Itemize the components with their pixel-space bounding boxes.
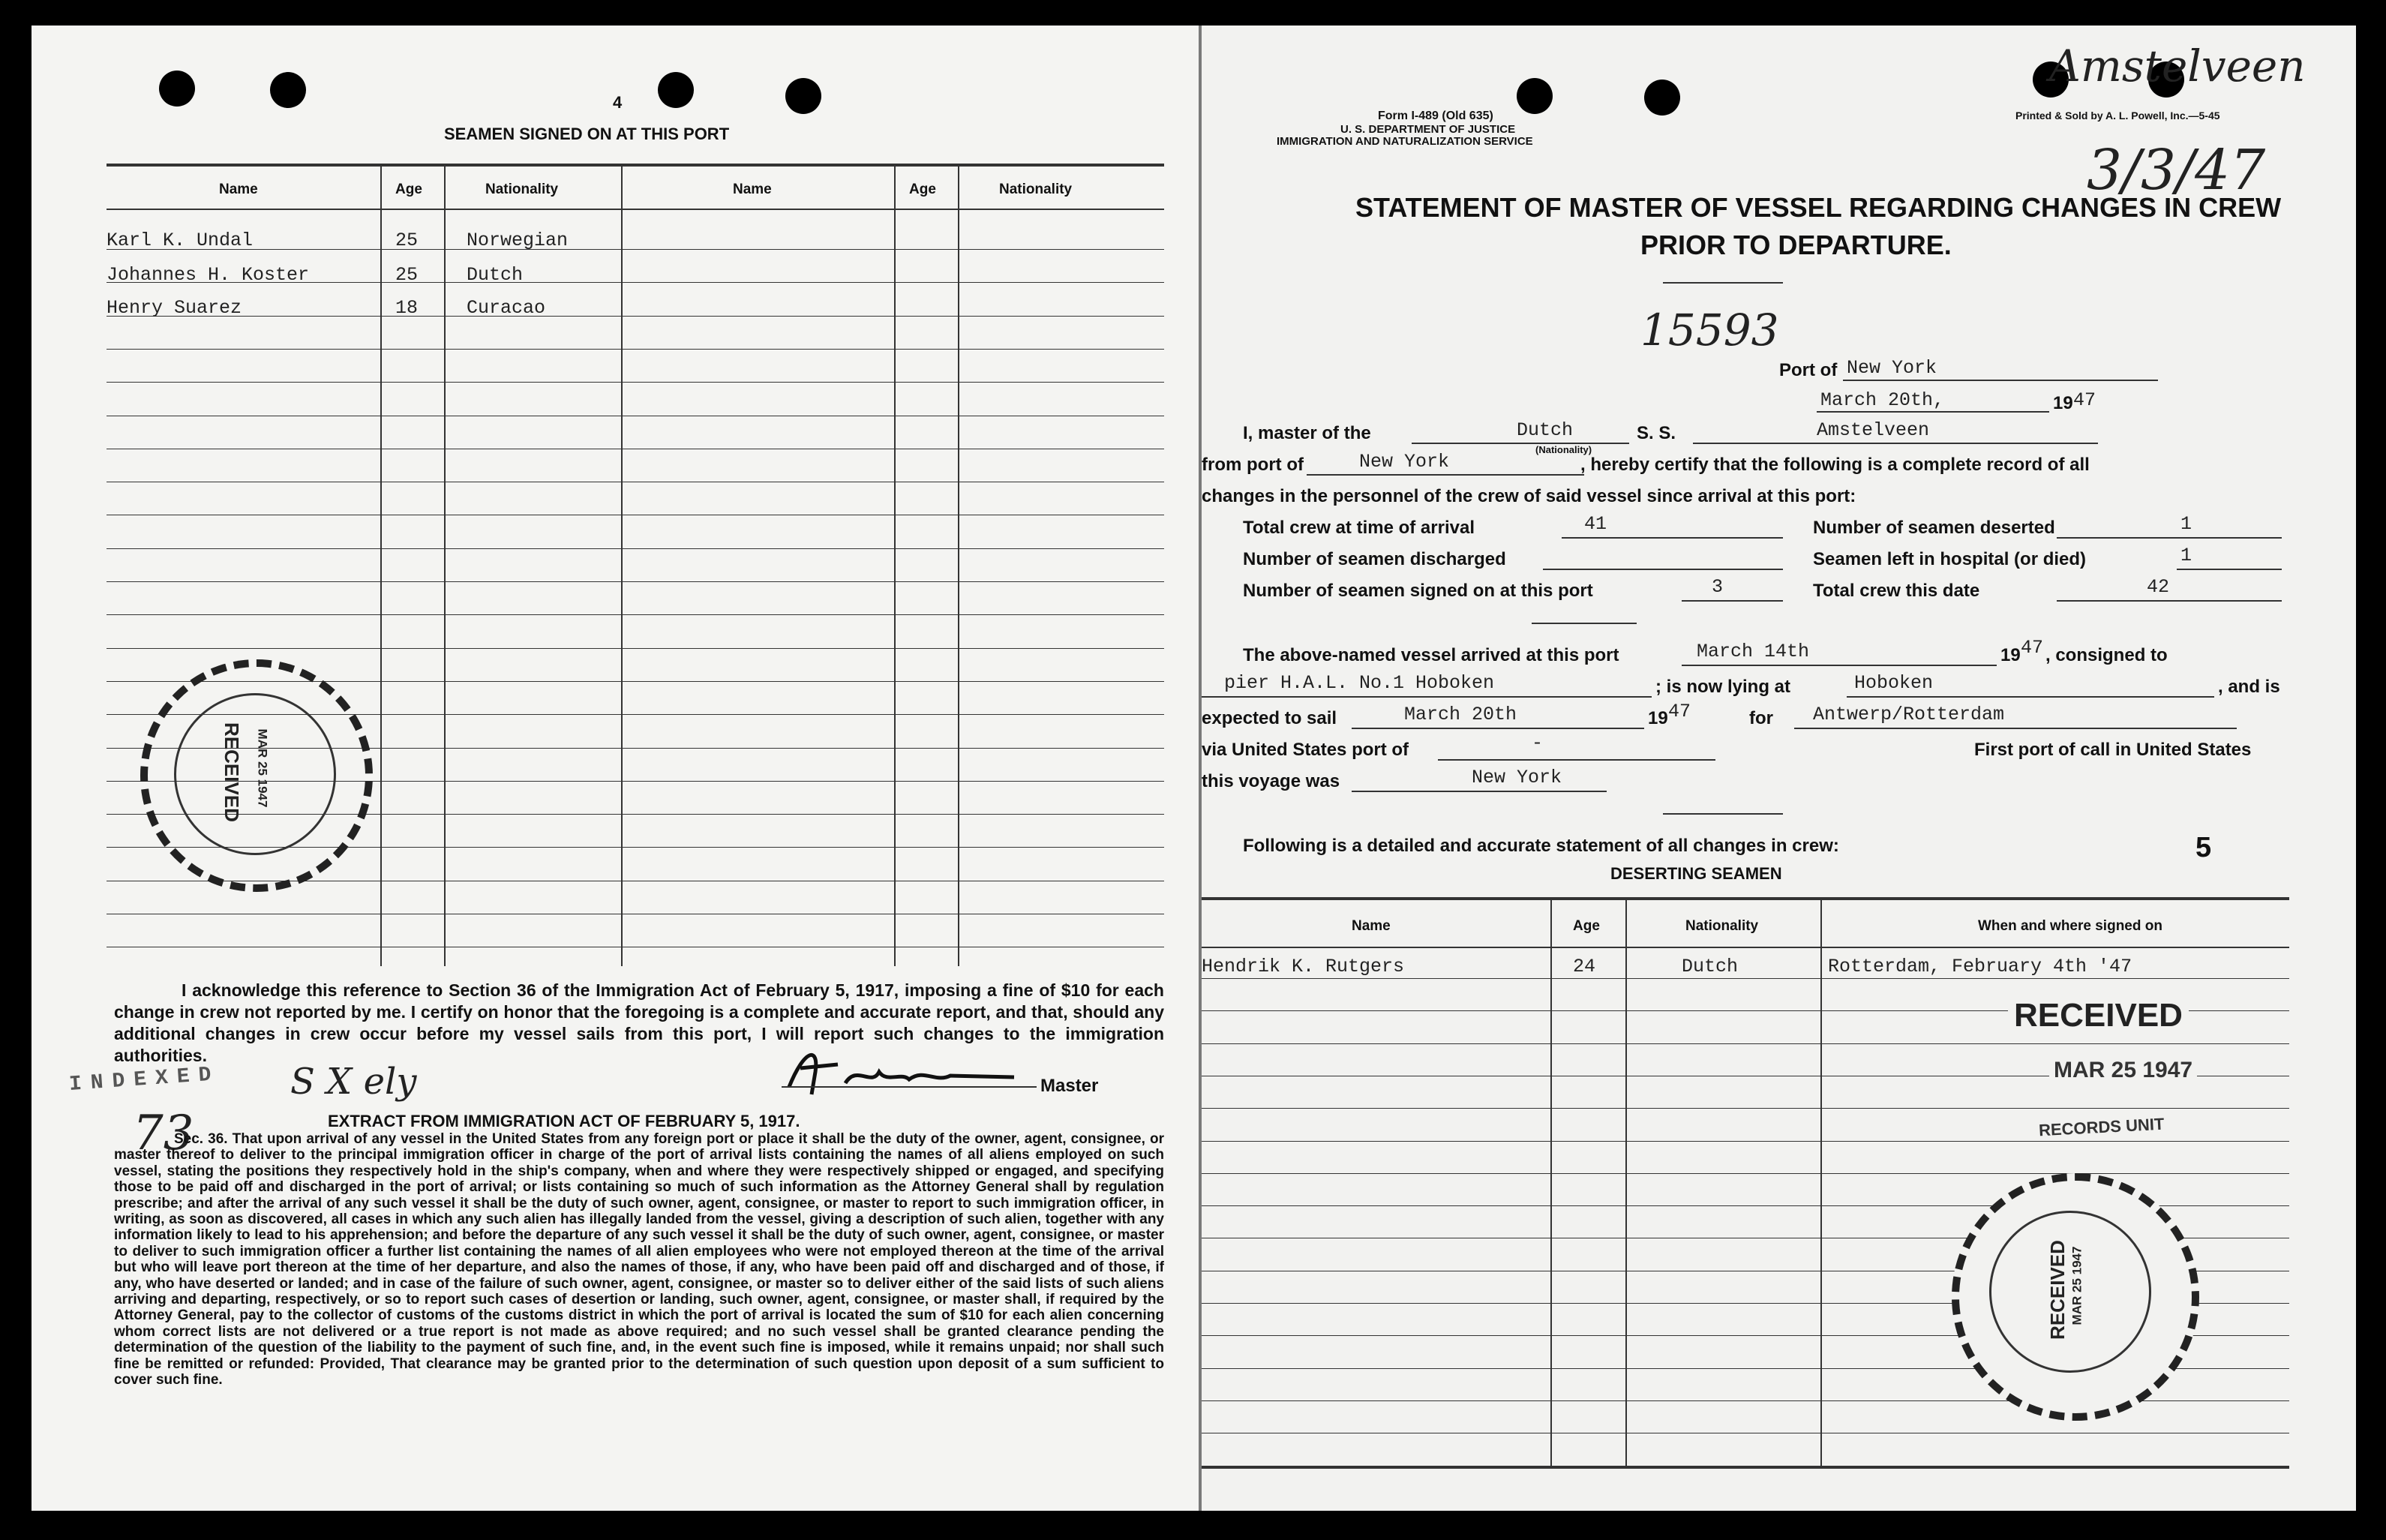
arrived-year: 47: [2021, 637, 2044, 659]
field-line: [1682, 665, 1997, 666]
stamp-date: MAR 25 1947: [255, 728, 270, 808]
table-row-rule: [1202, 1173, 2289, 1174]
table-row-rule: [1202, 1141, 2289, 1142]
certify-text: , hereby certify that the following is a complete record of all: [1580, 455, 2090, 475]
hospital-value: 1: [2180, 545, 2192, 566]
port-label: Port of: [1779, 360, 1838, 380]
left-page: [32, 26, 1202, 1511]
field-line: [1682, 600, 1783, 602]
sail-year: 47: [1668, 701, 1691, 722]
sail-year-prefix: 19: [1648, 708, 1668, 728]
header-nationality: Nationality: [485, 182, 559, 197]
table-row-rule: [107, 548, 1164, 549]
header-name: Name: [219, 182, 258, 197]
table-header-rule: [1202, 947, 2289, 948]
extract-title: EXTRACT FROM IMMIGRATION ACT OF FEBRUARY 5, 1917.: [328, 1112, 800, 1130]
field-line: [1412, 443, 1629, 444]
col-divider: [1820, 897, 1822, 1467]
rule: [1663, 813, 1783, 815]
header-age: Age: [395, 182, 422, 197]
year-prefix: 19: [2053, 393, 2073, 413]
total-today-value: 42: [2147, 576, 2170, 598]
signed-on-label: Number of seamen signed on at this port: [1243, 581, 1593, 601]
punch-hole: [658, 72, 694, 108]
indexed-stamp: INDEXED: [68, 1063, 221, 1097]
records-stamp: RECORDS UNIT: [2033, 1114, 2169, 1140]
field-line: [1843, 380, 2158, 381]
deserted-label: Number of seamen deserted: [1813, 518, 2055, 538]
discharged-label: Number of seamen discharged: [1243, 549, 1506, 569]
master-label: Master: [1040, 1076, 1099, 1096]
field-line: [1438, 759, 1715, 761]
table-row-rule: [107, 382, 1164, 383]
page-title: SEAMEN SIGNED ON AT THIS PORT: [444, 125, 730, 143]
seaman-name: Henry Suarez: [107, 297, 242, 319]
from-port-value: New York: [1359, 451, 1450, 473]
punch-hole: [1517, 78, 1553, 114]
col-divider: [894, 164, 896, 966]
following-text: Following is a detailed and accurate statement of all changes in crew:: [1243, 836, 1839, 856]
col-divider: [1625, 897, 1627, 1467]
page-number-right: 5: [2195, 832, 2212, 863]
col-divider: [444, 164, 446, 966]
form-title-2: PRIOR TO DEPARTURE.: [1640, 230, 1952, 260]
received-date: MAR 25 1947: [2049, 1058, 2197, 1083]
printer-note: Printed & Sold by A. L. Powell, Inc.—5-45: [2015, 110, 2220, 122]
arrived-value: March 14th: [1697, 641, 1810, 662]
hospital-label: Seamen left in hospital (or died): [1813, 549, 2087, 569]
ss-label: S. S.: [1637, 423, 1676, 443]
destination-value: Antwerp/Rotterdam: [1813, 704, 2005, 725]
from-port-label: from port of: [1202, 455, 1304, 475]
date-value: March 20th,: [1820, 389, 1945, 411]
received-stamp: RECEIVED: [2008, 997, 2189, 1034]
field-line: [2057, 600, 2282, 602]
right-page: [1202, 26, 2356, 1511]
seaman-nationality: Dutch: [467, 264, 524, 286]
field-line: [2057, 537, 2282, 539]
deserter-nationality: Dutch: [1682, 956, 1739, 977]
punch-hole: [785, 78, 821, 114]
table-row-rule: [107, 316, 1164, 317]
vessel-value: Amstelveen: [1817, 419, 1930, 441]
handwritten-note: S X ely: [290, 1061, 417, 1103]
voyage-value: New York: [1472, 767, 1562, 788]
lying-label: ; is now lying at: [1655, 677, 1791, 697]
first-port-label: First port of call in United States: [1974, 740, 2252, 760]
handwritten-date: 3/3/47: [2087, 138, 2266, 203]
section-title: DESERTING SEAMEN: [1610, 864, 1782, 883]
total-arrival-label: Total crew at time of arrival: [1243, 518, 1475, 538]
handwritten-file-number: 15593: [1640, 305, 1779, 356]
via-value: -: [1532, 732, 1544, 754]
sail-value: March 20th: [1404, 704, 1517, 725]
handwritten-number: 73: [133, 1106, 194, 1161]
deserter-age: 24: [1573, 956, 1596, 977]
handwritten-vessel: Amstelveen: [2049, 41, 2306, 92]
arrived-label: The above-named vessel arrived at this port: [1243, 645, 1619, 665]
seaman-nationality: Curacao: [467, 297, 546, 319]
rule: [1532, 623, 1637, 624]
sail-label: expected to sail: [1202, 708, 1337, 728]
header-name: Name: [733, 182, 772, 197]
table-row-rule: [107, 648, 1164, 649]
field-line: [1202, 696, 1652, 698]
deserter-signed: Rotterdam, February 4th '47: [1828, 956, 2132, 977]
seaman-name: Karl K. Undal: [107, 230, 254, 251]
round-stamp-date: MAR 25 1947: [2069, 1246, 2084, 1325]
table-top-rule: [1202, 897, 2289, 900]
header-nationality: Nationality: [999, 182, 1073, 197]
field-line: [1543, 569, 1783, 570]
seaman-age: 18: [395, 297, 419, 319]
extract-body: Sec. 36. That upon arrival of any vessel in the United States from any foreign port or place it shall be the duty of the owner, agent, consignee, or master thereof to deliver to the principal immigration officer in charge of the port of arrival lists containing the names of all aliens employed on such vessel, stating the positions they respectively hold in the ship's company, when and where they were respectively shipped or engaged, and specifying those to be paid off and discharged in the port of arrival; or lists containing so much of such information as the Attorney General shall by regulation prescribe; and after the arrival of any such vessel it shall be the duty of such owner, agent, consignee, or master to report to such immigration officer, in writing, as soon as discovered, all cases in which any such alien has illegally landed from the vessel, giving a description of such alien, together with any information likely to lead to his apprehension; and before the departure of any such vessel it shall be the duty of such owner, agent, consignee, or master to deliver to such immigration officer a further list containing the names of all alien employees who were not employed thereon at the time of the arrival but who will leave port thereon at the time of her departure, and also the names of those, if any, who have been paid off and discharged and of those, if any, who have deserted or landed; and in case of the failure of such owner, agent, consignee, or master so to deliver either of the said lists of such aliens arriving and departing, respectively, or so to report such cases of desertion or landing, such owner, agent, consignee, or master shall, if required by the Attorney General, pay to the collector of customs of the customs district in which the port of arrival is located the sum of $10 for each alien concerning whom correct lists are not delivered or a true report is not made as above required; and no such vessel shall be granted clearance pending the determination of the question of the liability to the payment of such fine, and, in the event such fine is imposed, while it remains unpaid; nor shall such fine be remitted or refunded: Provided, That clearance may be granted prior to the determination of such question upon deposit of a sum sufficient to cover such fine.: [114, 1131, 1164, 1388]
arrived-year-prefix: 19: [2000, 645, 2021, 665]
form-id: Form I-489 (Old 635): [1378, 110, 1493, 122]
deserted-value: 1: [2180, 513, 2192, 535]
field-line: [1693, 443, 2098, 444]
field-line: [1352, 791, 1607, 792]
field-line: [1352, 728, 1644, 729]
field-line: [1817, 411, 2049, 413]
col-divider: [380, 164, 382, 966]
signature-line: [782, 1086, 1037, 1088]
punch-hole: [270, 72, 306, 108]
table-row-rule: [107, 249, 1164, 250]
field-line: [1562, 537, 1783, 539]
nationality-label: (Nationality): [1535, 444, 1592, 455]
col-divider: [1550, 897, 1552, 1467]
stamp-text: RECEIVED: [220, 722, 243, 822]
seaman-age: 25: [395, 264, 419, 286]
consigned-value: pier H.A.L. No.1 Hoboken: [1224, 672, 1495, 694]
lying-value: Hoboken: [1854, 672, 1934, 694]
round-stamp-text: RECEIVED: [2045, 1240, 2069, 1340]
year-value: 47: [2073, 389, 2096, 411]
field-line: [1847, 696, 2214, 698]
seaman-age: 25: [395, 230, 419, 251]
nationality-value: Dutch: [1517, 419, 1574, 441]
seaman-nationality: Norwegian: [467, 230, 569, 251]
table-row-rule: [1202, 1043, 2289, 1044]
header-nationality: Nationality: [1685, 918, 1759, 934]
master-signature: [774, 1042, 1059, 1102]
table-row-rule: [107, 581, 1164, 582]
consigned-label: , consigned to: [2045, 645, 2168, 665]
table-top-rule: [107, 164, 1164, 167]
table-row-rule: [1202, 978, 2289, 979]
acknowledgement-text: I acknowledge this reference to Section 36 of the Immigration Act of February 5, 1917, imposing a fine of $10 for each change in crew not reported by me. I certify on honor that the foregoing is a complete and accurate report, and that, should any additional changes in crew occur before my vessel sails from this port, I will report such changes to the immigration authorities.: [114, 980, 1164, 1065]
seaman-name: Johannes H. Koster: [107, 264, 310, 286]
header-age: Age: [1573, 918, 1600, 934]
signed-on-value: 3: [1712, 576, 1724, 598]
header-age: Age: [909, 182, 936, 197]
page-number: 4: [613, 93, 623, 112]
dept-name: U. S. DEPARTMENT OF JUSTICE: [1340, 123, 1516, 136]
col-divider: [958, 164, 959, 966]
rule: [1663, 282, 1783, 284]
table-row-rule: [107, 349, 1164, 350]
punch-hole: [159, 71, 195, 107]
field-line: [1307, 474, 1584, 476]
voyage-label: this voyage was: [1202, 771, 1340, 791]
col-divider: [621, 164, 623, 966]
port-value: New York: [1847, 357, 1937, 379]
and-is-label: , and is: [2218, 677, 2280, 697]
table-row-rule: [1202, 1108, 2289, 1109]
total-arrival-value: 41: [1584, 513, 1607, 535]
table-row-rule: [107, 614, 1164, 615]
deserter-name: Hendrik K. Rutgers: [1202, 956, 1405, 977]
certify-text-2: changes in the personnel of the crew of said vessel since arrival at this port:: [1202, 486, 1856, 506]
via-label: via United States port of: [1202, 740, 1409, 760]
header-signed: When and where signed on: [1978, 918, 2162, 934]
field-line: [2177, 569, 2282, 570]
form-title: STATEMENT OF MASTER OF VESSEL REGARDING CHANGES IN CREW: [1355, 192, 2282, 223]
table-header-rule: [107, 209, 1164, 210]
field-line: [1794, 728, 2237, 729]
service-name: IMMIGRATION AND NATURALIZATION SERVICE: [1277, 135, 1533, 148]
for-label: for: [1749, 708, 1773, 728]
table-bottom-rule: [1202, 1466, 2289, 1469]
punch-hole: [1644, 80, 1680, 116]
master-of-label: I, master of the: [1243, 423, 1371, 443]
total-today-label: Total crew this date: [1813, 581, 1980, 601]
header-name: Name: [1352, 918, 1391, 934]
